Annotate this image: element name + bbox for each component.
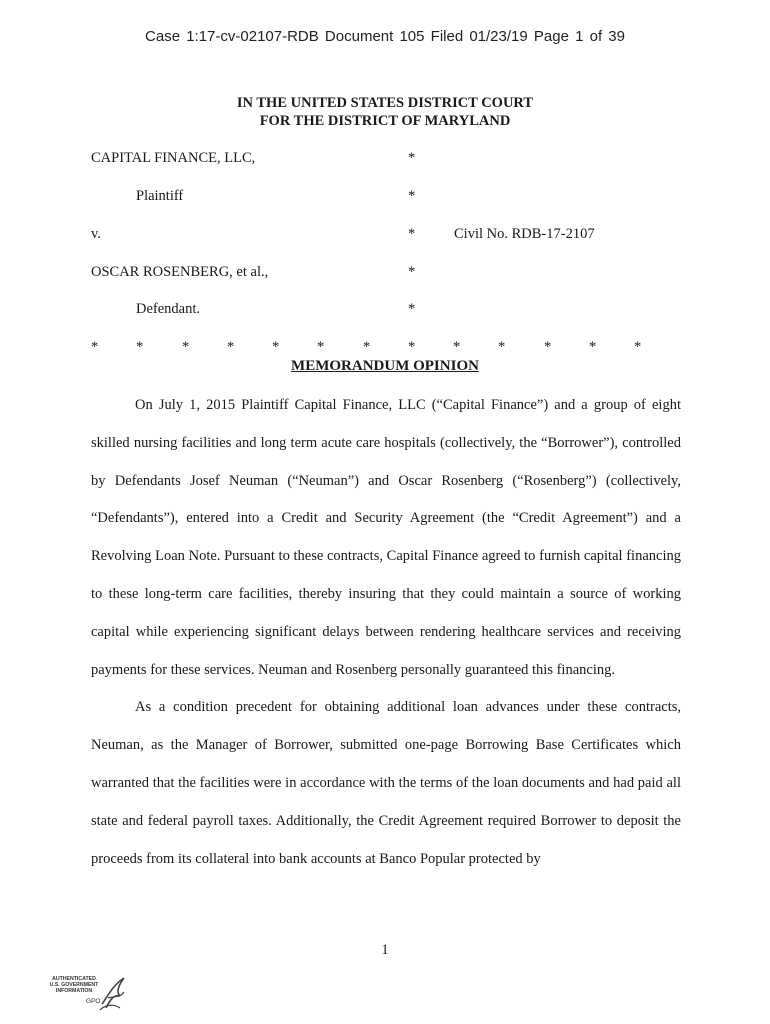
separator-star: * — [227, 339, 235, 355]
gpo-logo-text: AUTHENTICATED U.S. GOVERNMENT INFORMATION — [49, 976, 99, 994]
separator-star: * — [91, 339, 99, 355]
defendant-name: OSCAR ROSENBERG, et al., — [91, 264, 269, 280]
separator-star: * — [272, 339, 280, 355]
body-paragraph: On July 1, 2015 Plaintiff Capital Finance, LLC (“Capital Finance”) and a group of eight skilled nursing facilities and long term acute care hospitals (collectively, the “Borrower”), controlled by Defendants Josef Neuman (“Neuman”) and Oscar Rosenberg (“Rosenberg”) (collectively, “Defendants”), entered into a Credit and Security Agreement (the “Credit Agreement”) and a Revolving Loan Note. Pursuant to these contracts, Capital Finance agreed to furnish capital financing to these long-term care facilities, thereby insuring that they could maintain a source of working capital while experiencing significant delays between rendering healthcare services and receiving payments for these services. Neuman and Rosenberg personally guaranteed this financing. — [91, 397, 681, 678]
court-heading — [0, 94, 770, 130]
body-paragraph: As a condition precedent for obtaining additional loan advances under these contracts, Neuman, as the Manager of Borrower, submitted one-page Borrowing Base Certificates which warranted that the facilities were in accordance with the terms of the loan documents and had paid all state and federal payroll taxes. Additionally, the Credit Agreement required Borrower to deposit the proceeds from its collateral into bank accounts at Banco Popular protected by — [91, 699, 681, 867]
plaintiff-name: CAPITAL FINANCE, LLC, — [91, 150, 256, 166]
caption-star: * — [408, 188, 416, 204]
gpo-authentication-logo — [42, 970, 132, 1016]
separator-star: * — [589, 339, 597, 355]
caption-star: * — [408, 264, 416, 280]
separator-star: * — [317, 339, 325, 355]
separator-star: * — [363, 339, 371, 355]
court-heading-line2: FOR THE DISTRICT OF MARYLAND — [259, 113, 511, 129]
page-number: 1 — [381, 942, 389, 958]
case-header: Case 1:17-cv-02107-RDB Document 105 Filed 01/23/19 Page 1 of 39 — [145, 28, 625, 45]
separator-star: * — [182, 339, 190, 355]
document-title: MEMORANDUM OPINION — [291, 358, 479, 374]
plaintiff-role: Plaintiff — [136, 188, 184, 204]
defendant-role: Defendant. — [136, 301, 201, 317]
gpo-label: GPO — [86, 998, 101, 1005]
separator-star: * — [634, 339, 642, 355]
eagle-icon — [94, 974, 130, 1014]
caption-star: * — [408, 301, 416, 317]
civil-number: Civil No. RDB-17-2107 — [454, 226, 595, 242]
caption-star: * — [408, 226, 416, 242]
separator-star: * — [544, 339, 552, 355]
versus: v. — [91, 226, 101, 242]
separator-star: * — [498, 339, 506, 355]
opinion-body — [91, 387, 681, 878]
separator-star: * — [453, 339, 461, 355]
caption-star: * — [408, 150, 416, 166]
court-heading-line1: IN THE UNITED STATES DISTRICT COURT — [236, 95, 534, 111]
separator-star: * — [136, 339, 144, 355]
separator-star: * — [408, 339, 416, 355]
